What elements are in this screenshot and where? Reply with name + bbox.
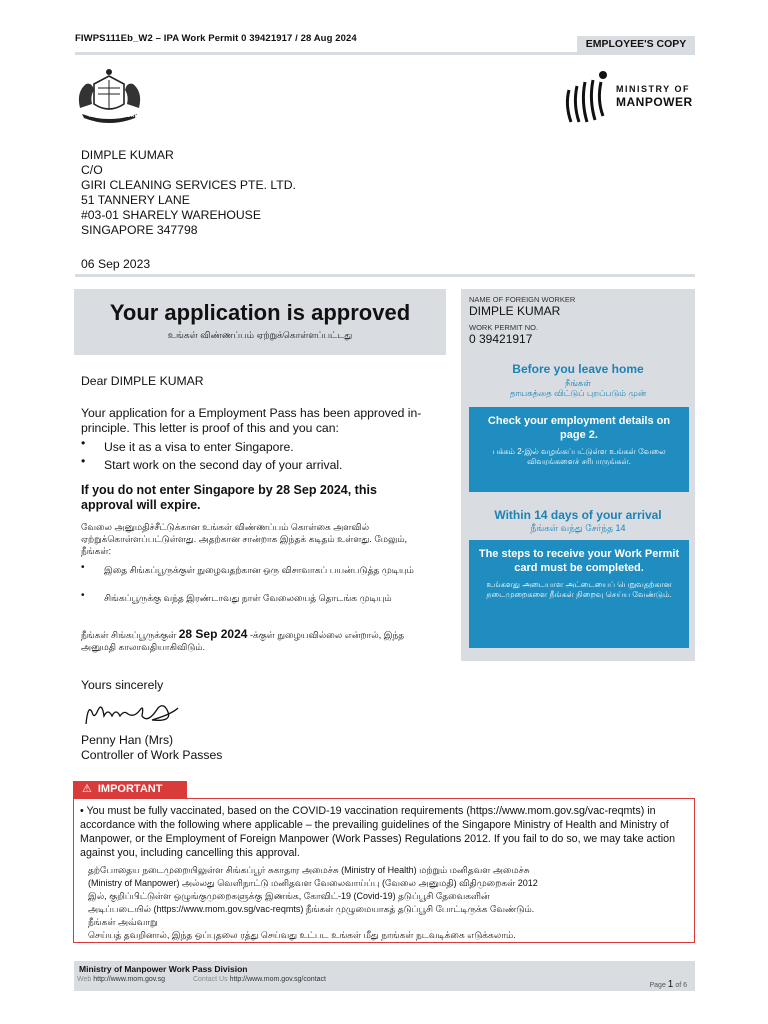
contact-label: Contact Us <box>192 976 228 983</box>
expiry-warning: If you do not enter Singapore by 28 Sep 2024, this approval will expire. <box>81 483 377 512</box>
footer-title: Ministry of Manpower Work Pass Division <box>79 964 248 974</box>
within-14-days-tamil: நீங்கள் வந்து சேர்ந்த 14 <box>530 523 626 533</box>
bullet-start-work: Start work on the second day of your arrival. <box>104 458 343 472</box>
work-permit-steps-title: The steps to receive your Work Permit card must be completed. <box>478 548 680 574</box>
recipient-address <box>81 148 296 238</box>
approval-banner <box>74 289 446 355</box>
bullet-marker: • <box>81 454 86 468</box>
important-label <box>73 781 187 798</box>
approval-title: Your application is approved <box>109 300 411 325</box>
worker-name-value: DIMPLE KUMAR <box>469 304 561 318</box>
before-leave-heading: Before you leave home <box>512 362 644 376</box>
recipient-name: DIMPLE KUMAR <box>81 148 174 162</box>
page-label: Page <box>649 982 666 989</box>
expiry-date: 28 Sep 2024 <box>178 627 248 641</box>
approval-paragraph-tamil: வேலை அனுமதிச்சீட்டுக்கான உங்கள் விண்ணப்பம் கொள்கை அளவில் ஏற்றுக்கொள்ளப்பட்டுள்ளது. அதற்கான சான்றாக இந்தக் கடிதம் உள்ளது. மேலும், நீங்கள்: <box>81 522 407 556</box>
bullet-marker: • <box>81 590 85 601</box>
web-label: Web <box>77 976 92 983</box>
permit-number-label: WORK PERMIT NO. <box>469 323 539 332</box>
important-notice-box <box>73 798 695 943</box>
bullet-marker: • <box>81 562 85 573</box>
company-name: GIRI CLEANING SERVICES PTE. LTD. <box>81 178 296 192</box>
before-leave-tamil: நீங்கள் <box>565 378 591 388</box>
care-of: C/O <box>81 163 103 177</box>
letter-date: 06 Sep 2023 <box>81 257 151 271</box>
vaccination-notice-tamil: தற்போதைய நடைமுறையிலுள்ள சிங்கப்பூர் சுகாதார அமைச்சு (Ministry of Health) மற்றும் மனிதவள அமைச்சு <box>88 865 530 875</box>
signer-name: Penny Han (Mrs) <box>81 733 174 747</box>
page-footer <box>74 961 695 991</box>
greeting: Dear DIMPLE KUMAR <box>81 374 204 388</box>
page-current: 1 <box>667 979 674 990</box>
vaccination-notice-tamil: இல், குறிப்பிட்டுள்ள ஒழுங்குமுறைகளுக்கு இணங்க, கோவிட்-19 (Covid-19) தடுப்பூசி தேவைகளின் <box>88 891 490 901</box>
employment-details-box <box>469 407 689 492</box>
vaccination-notice-tamil: அடிப்படையில் (https://www.mom.gov.sg/vac-reqmts) நீங்கள் முழுமையாகத் தடுப்பூசி போட்டிருக்க வேண்டும். <box>88 904 535 914</box>
ministry-of-manpower-logo <box>563 70 695 125</box>
warning-icon: ⚠ <box>82 783 92 795</box>
approval-paragraph: Your application for a Employment Pass has been approved in-principle. This letter is proof of this and you can: <box>81 406 422 435</box>
contact-link[interactable]: http://www.mom.gov.sg/contact <box>229 976 326 983</box>
expiry-tamil-pre: நீங்கள் சிங்கப்பூருக்குள் <box>81 630 177 640</box>
vaccination-notice-tamil: செய்யத் தவறினால், இந்த ஒப்புதலை ரத்து செய்வது உட்பட உங்கள் மீது நாங்கள் நடவடிக்கை எடுக்கலாம். <box>88 930 516 940</box>
footer-links <box>77 976 326 983</box>
document-code: FIWPS111Eb_W2 – IPA Work Permit 0 39421917 / 28 Aug 2024 <box>75 33 357 44</box>
ministry-line1: MINISTRY OF <box>616 84 691 94</box>
tamil-bullet-visa: இதை சிங்கப்பூருக்குள் நுழைவதற்கான ஒரு விசாவாகப் பயன்படுத்த முடியும் <box>104 565 414 575</box>
vaccination-notice-tamil: நீங்கள் அவ்வாறு <box>88 917 158 927</box>
page-total: of 6 <box>675 982 687 989</box>
expiry-tamil-post: -க்குள் நுழையவில்லை என்றால், இந்த அனுமதி காலாவதியாகிவிடும். <box>81 630 405 652</box>
vaccination-notice: • You must be fully vaccinated, based on the COVID-19 vaccination requirements (https://www.mom.gov.sg/vac-reqmts) in accordance with the following where applicable – the prevailing guidelines of the Singapore Ministry of Health and Ministry of Manpower, or the Employment of Foreign Manpower (Work Passes) Regulations 2012. If you fail to do so, we may take action against you, including cancelling this approval. <box>80 805 676 859</box>
address-line: SINGAPORE 347798 <box>81 223 198 237</box>
address-line: 51 TANNERY LANE <box>81 193 190 207</box>
work-permit-steps-box <box>469 540 689 648</box>
tamil-bullet-start-work: சிங்கப்பூருக்கு வந்த இரண்டாவது நாள் வேலையைத் தொடங்க முடியும் <box>104 593 392 603</box>
vaccination-notice-tamil: (Ministry of Manpower) அல்லது வெளிநாட்டு மனிதவள வேலைவாய்ப்பு (வேலை அனுமதி) விதிமுறைகள் 2012 <box>88 878 538 888</box>
address-line: #03-01 SHARELY WAREHOUSE <box>81 208 261 222</box>
employment-details-tamil: பக்கம் 2-இல் வழங்கப்பட்டுள்ள உங்கள் வேலை விவரங்களைச் சரிபாருங்கள். <box>492 447 666 466</box>
page-number <box>649 979 687 990</box>
approval-subtitle-tamil: உங்கள் விண்ணப்பம் ஏற்றுக்கொள்ளப்பட்டது <box>167 330 353 340</box>
bullet-marker: • <box>81 436 86 450</box>
bullet-visa: Use it as a visa to enter Singapore. <box>104 440 294 454</box>
signer-title: Controller of Work Passes <box>81 748 223 762</box>
important-label-text: IMPORTANT <box>97 783 163 795</box>
date-divider <box>75 274 695 277</box>
worker-info-panel <box>461 289 695 661</box>
crest-motto: MAJULAH SINGAPURA <box>89 113 150 119</box>
within-14-days-heading: Within 14 days of your arrival <box>494 508 662 522</box>
signature <box>82 698 182 737</box>
permit-number-value: 0 39421917 <box>469 332 533 346</box>
web-link[interactable]: http://www.mom.gov.sg <box>93 976 166 983</box>
ministry-line2: MANPOWER <box>616 95 693 109</box>
closing: Yours sincerely <box>81 678 164 692</box>
expiry-warning-tamil <box>81 628 426 653</box>
worker-name-label: NAME OF FOREIGN WORKER <box>469 295 576 304</box>
vaccination-notice-text: You must be fully vaccinated, based on the COVID-19 vaccination requirements (https://www.mom.gov.sg/vac-reqmts) in accordance with the following where applicable – the prevailing guidelines of the Singapore Ministry of Health and Ministry of Manpower, or the Employment of Foreign Manpower (Work Passes) Regulations 2012. If you fail to do so, we may take action against you, including cancelling this approval. <box>80 805 676 859</box>
copy-label: EMPLOYEE'S COPY <box>577 36 695 52</box>
before-leave-tamil: தாயகத்தை விட்டுப் புறப்படும் முன் <box>509 388 647 398</box>
work-permit-steps-tamil: உங்களது அடையாள அட்டையைப் பெறுவதற்கான நடைமுறைகளை நீங்கள் நிறைவு செய்ய வேண்டும். <box>486 580 672 599</box>
header-divider <box>75 52 695 55</box>
employment-details-title: Check your employment details on page 2. <box>487 415 671 441</box>
